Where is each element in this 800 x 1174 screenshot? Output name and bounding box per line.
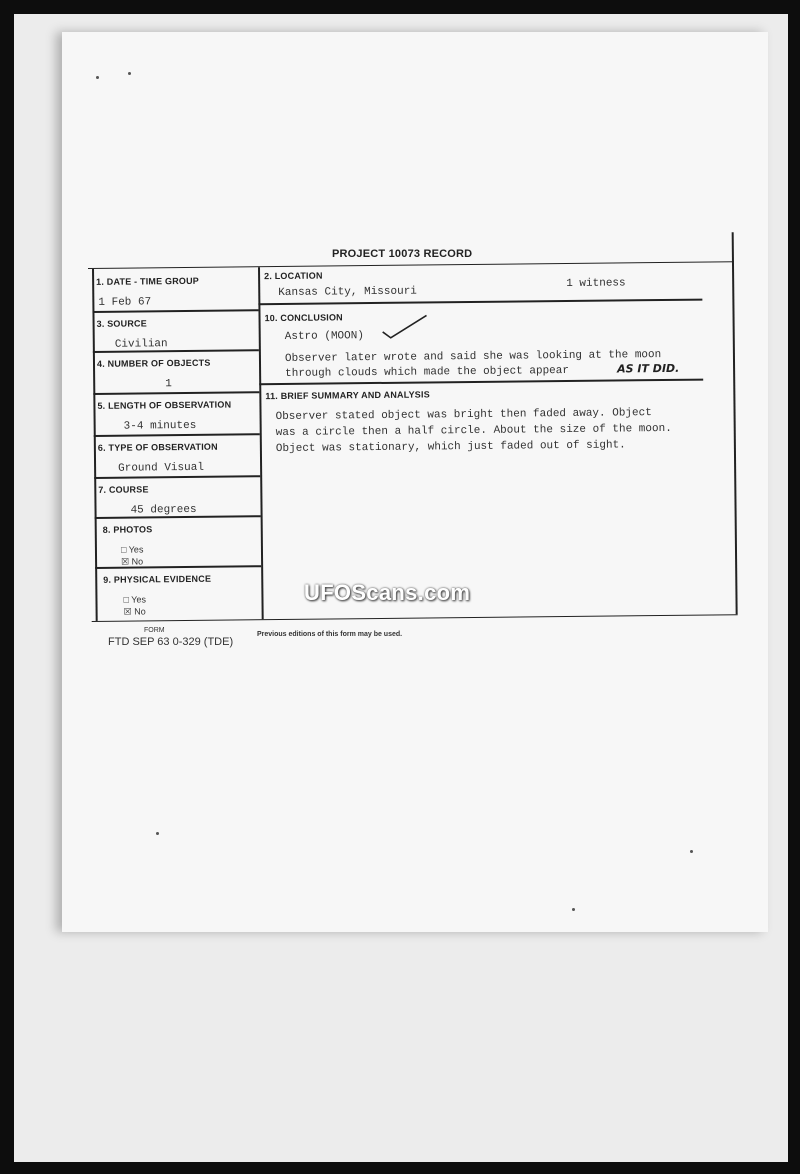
row-divider <box>94 475 260 478</box>
row-divider <box>92 309 258 312</box>
type-of-observation-value: Ground Visual <box>118 461 204 475</box>
location-label: 2. LOCATION <box>264 270 323 282</box>
row-divider <box>95 565 261 568</box>
summary-line2: was a circle then a half circle. About the size of the moon. <box>275 422 672 440</box>
record-title: PROJECT 10073 RECORD <box>332 248 473 260</box>
conclusion-note-line2: through clouds which made the object appear <box>285 364 570 380</box>
conclusion-handwritten: AS IT DID. <box>617 361 680 376</box>
location-witness: 1 witness <box>566 277 626 290</box>
length-of-observation-value: 3-4 minutes <box>123 419 197 433</box>
date-time-group-label: 1. DATE - TIME GROUP <box>96 275 200 287</box>
row-divider <box>258 299 702 305</box>
form-code: FTD SEP 63 0-329 (TDE) <box>108 636 234 648</box>
conclusion-label: 10. CONCLUSION <box>264 312 343 324</box>
course-label: 7. COURSE <box>98 484 149 495</box>
length-of-observation-label: 5. LENGTH OF OBSERVATION <box>97 399 232 411</box>
date-time-group-value: 1 Feb 67 <box>98 296 152 309</box>
row-divider <box>93 391 259 394</box>
photos-yes-checkbox: □ Yes <box>120 544 144 555</box>
conclusion-note-line1: Observer later wrote and said she was looking at the moon <box>284 349 662 365</box>
scan-speck <box>128 72 131 75</box>
conclusion-value: Astro (MOON) <box>284 330 365 343</box>
scan-speck <box>156 832 159 835</box>
photos-label: 8. PHOTOS <box>102 524 153 535</box>
scan-speck <box>96 76 99 79</box>
record-form <box>88 261 738 622</box>
source-value: Civilian <box>114 338 168 351</box>
summary-label: 11. BRIEF SUMMARY AND ANALYSIS <box>265 389 430 402</box>
scan-speck <box>572 908 575 911</box>
number-of-objects-label: 4. NUMBER OF OBJECTS <box>96 357 211 369</box>
watermark: UFOScans.com <box>304 580 471 605</box>
summary-line1: Observer stated object was bright then faded away. Object <box>275 407 652 424</box>
source-label: 3. SOURCE <box>96 318 147 329</box>
physical-evidence-label: 9. PHYSICAL EVIDENCE <box>103 573 212 585</box>
row-divider <box>94 433 260 436</box>
scan-speck <box>690 850 693 853</box>
number-of-objects-value: 1 <box>165 378 172 391</box>
form-word: FORM <box>144 627 165 634</box>
physical-evidence-yes-checkbox: □ Yes <box>123 594 146 605</box>
location-value: Kansas City, Missouri <box>278 285 417 300</box>
photos-no-checkbox: ☒ No <box>121 556 144 567</box>
summary-line3: Object was stationary, which just faded out of sight. <box>275 439 626 456</box>
course-value: 45 degrees <box>130 503 197 517</box>
physical-evidence-no-checkbox: ☒ No <box>123 606 146 617</box>
checkmark-icon <box>380 311 428 342</box>
type-of-observation-label: 6. TYPE OF OBSERVATION <box>97 441 218 453</box>
previous-editions-note: Previous editions of this form may be used. <box>257 631 403 638</box>
